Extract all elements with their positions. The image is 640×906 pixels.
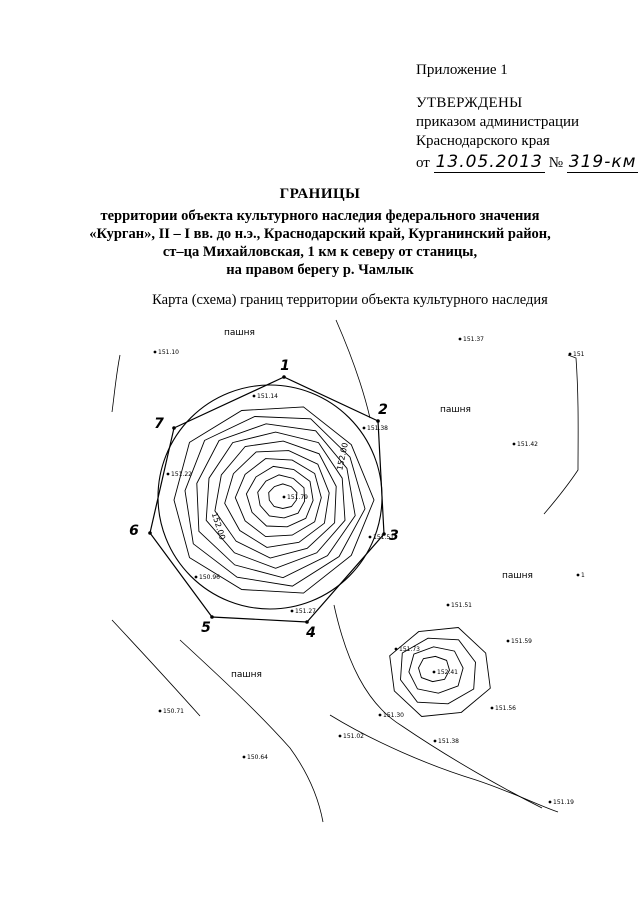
field-labels [224, 328, 533, 680]
spot-height-marker [395, 648, 398, 651]
field-boundary-southwest-2 [180, 640, 323, 822]
spot-height-marker [283, 496, 286, 499]
corner-point-label: 6 [129, 523, 139, 539]
spot-height-marker [447, 604, 450, 607]
corner-point-marker [376, 419, 380, 423]
spot-height-marker [154, 351, 157, 354]
spot-height-label: 151.51 [373, 534, 394, 541]
spot-height-label: 150.64 [247, 754, 268, 761]
corner-point-label: 4 [306, 625, 316, 641]
spot-height-marker [167, 473, 170, 476]
spot-height-label: 150.71 [163, 708, 184, 715]
spot-height-marker [379, 714, 382, 717]
title-line-1: территории объекта культурного наследия федерального значения [100, 208, 540, 224]
spot-height-label: 151.30 [383, 712, 404, 719]
corner-point-label: 1 [280, 358, 290, 374]
contour-line [197, 424, 355, 578]
field-label: пашня [502, 571, 533, 581]
spot-height-marker [253, 395, 256, 398]
corner-point-label: 3 [389, 528, 399, 544]
spot-height-label: 151.56 [495, 705, 516, 712]
spot-height-marker [513, 443, 516, 446]
spot-height-label: 150.96 [199, 574, 220, 581]
order-line-2: Краснодарского края [416, 133, 550, 149]
spot-height-marker [159, 710, 162, 713]
spot-height-marker [291, 610, 294, 613]
corner-point-label: 5 [201, 620, 211, 636]
spot-height-label: 151.02 [343, 733, 364, 740]
title-line-2: «Курган», II – I вв. до н.э., Краснодарский край, Курганинский район, [89, 226, 551, 242]
spot-height-label: 151.14 [257, 393, 278, 400]
corner-point-label: 7 [154, 416, 164, 432]
main-mound-contours [174, 407, 374, 593]
spot-height-marker [243, 756, 246, 759]
contour-line [225, 451, 330, 548]
order-line-1: приказом администрации [416, 114, 580, 130]
spot-height-label: 151.10 [158, 349, 179, 356]
spot-height-marker [549, 801, 552, 804]
spot-height-label: 151 [573, 351, 585, 358]
spot-height-label: 151.38 [367, 425, 388, 432]
contour-line [215, 441, 336, 558]
title-line-4: на правом берегу р. Чамлык [226, 262, 414, 278]
corner-points [129, 358, 399, 641]
spot-height-marker [569, 353, 572, 356]
spot-height-marker [491, 707, 494, 710]
isoline-label: 152.00 [209, 511, 227, 541]
spot-height-marker [433, 671, 436, 674]
field-boundary-west [112, 355, 120, 412]
approved-heading: УТВЕРЖДЕНЫ [416, 95, 523, 111]
date-value: 13.05.2013 [435, 152, 543, 172]
corner-point-marker [148, 531, 152, 535]
field-label: пашня [224, 328, 255, 338]
field-boundary-east [544, 355, 578, 514]
title-line-3: ст–ца Михайловская, 1 км к северу от станицы, [162, 244, 478, 260]
field-label: пашня [440, 405, 471, 415]
spot-height-label: 151.51 [451, 602, 472, 609]
spot-height-marker [577, 574, 580, 577]
spot-height-label: 151.42 [517, 441, 538, 448]
spot-height-label: 151.38 [438, 738, 459, 745]
contour-line [206, 432, 345, 568]
spot-height-label: 151.22 [171, 471, 192, 478]
spot-height-label: 151.19 [553, 799, 574, 806]
date-prefix: от [416, 155, 430, 171]
spot-height-marker [434, 740, 437, 743]
corner-point-marker [305, 620, 309, 624]
spot-height-marker [459, 338, 462, 341]
number-prefix: № [548, 155, 564, 171]
spot-height-label: 151.59 [511, 638, 532, 645]
corner-point-marker [210, 615, 214, 619]
corner-point-marker [282, 375, 286, 379]
isoline-label: 152.00 [335, 441, 350, 472]
boundary-polygon [150, 377, 384, 622]
spot-height-label: 151.37 [463, 336, 484, 343]
number-value: 319-км [568, 152, 637, 172]
contour-line [235, 459, 321, 537]
spot-height-label: 151.73 [399, 646, 420, 653]
spot-height-label: 1 [581, 572, 585, 579]
spot-height-marker [363, 427, 366, 430]
spot-height-marker [507, 640, 510, 643]
spot-height-label: 151.79 [287, 494, 308, 501]
corner-point-marker [172, 426, 176, 430]
spot-height-label: 152.41 [437, 669, 458, 676]
spot-height-marker [339, 735, 342, 738]
spot-height-marker [195, 576, 198, 579]
corner-point-label: 2 [378, 402, 388, 418]
spot-height-marker [369, 536, 372, 539]
spot-height-label: 151.27 [295, 608, 316, 615]
field-boundary-southeast-2 [330, 715, 558, 812]
appendix-label: Приложение 1 [416, 62, 508, 78]
map-caption: Карта (схема) границ территории объекта культурного наследия [152, 292, 548, 308]
field-boundary-southwest-1 [112, 620, 200, 716]
field-label: пашня [231, 670, 262, 680]
title-main: ГРАНИЦЫ [279, 186, 361, 202]
